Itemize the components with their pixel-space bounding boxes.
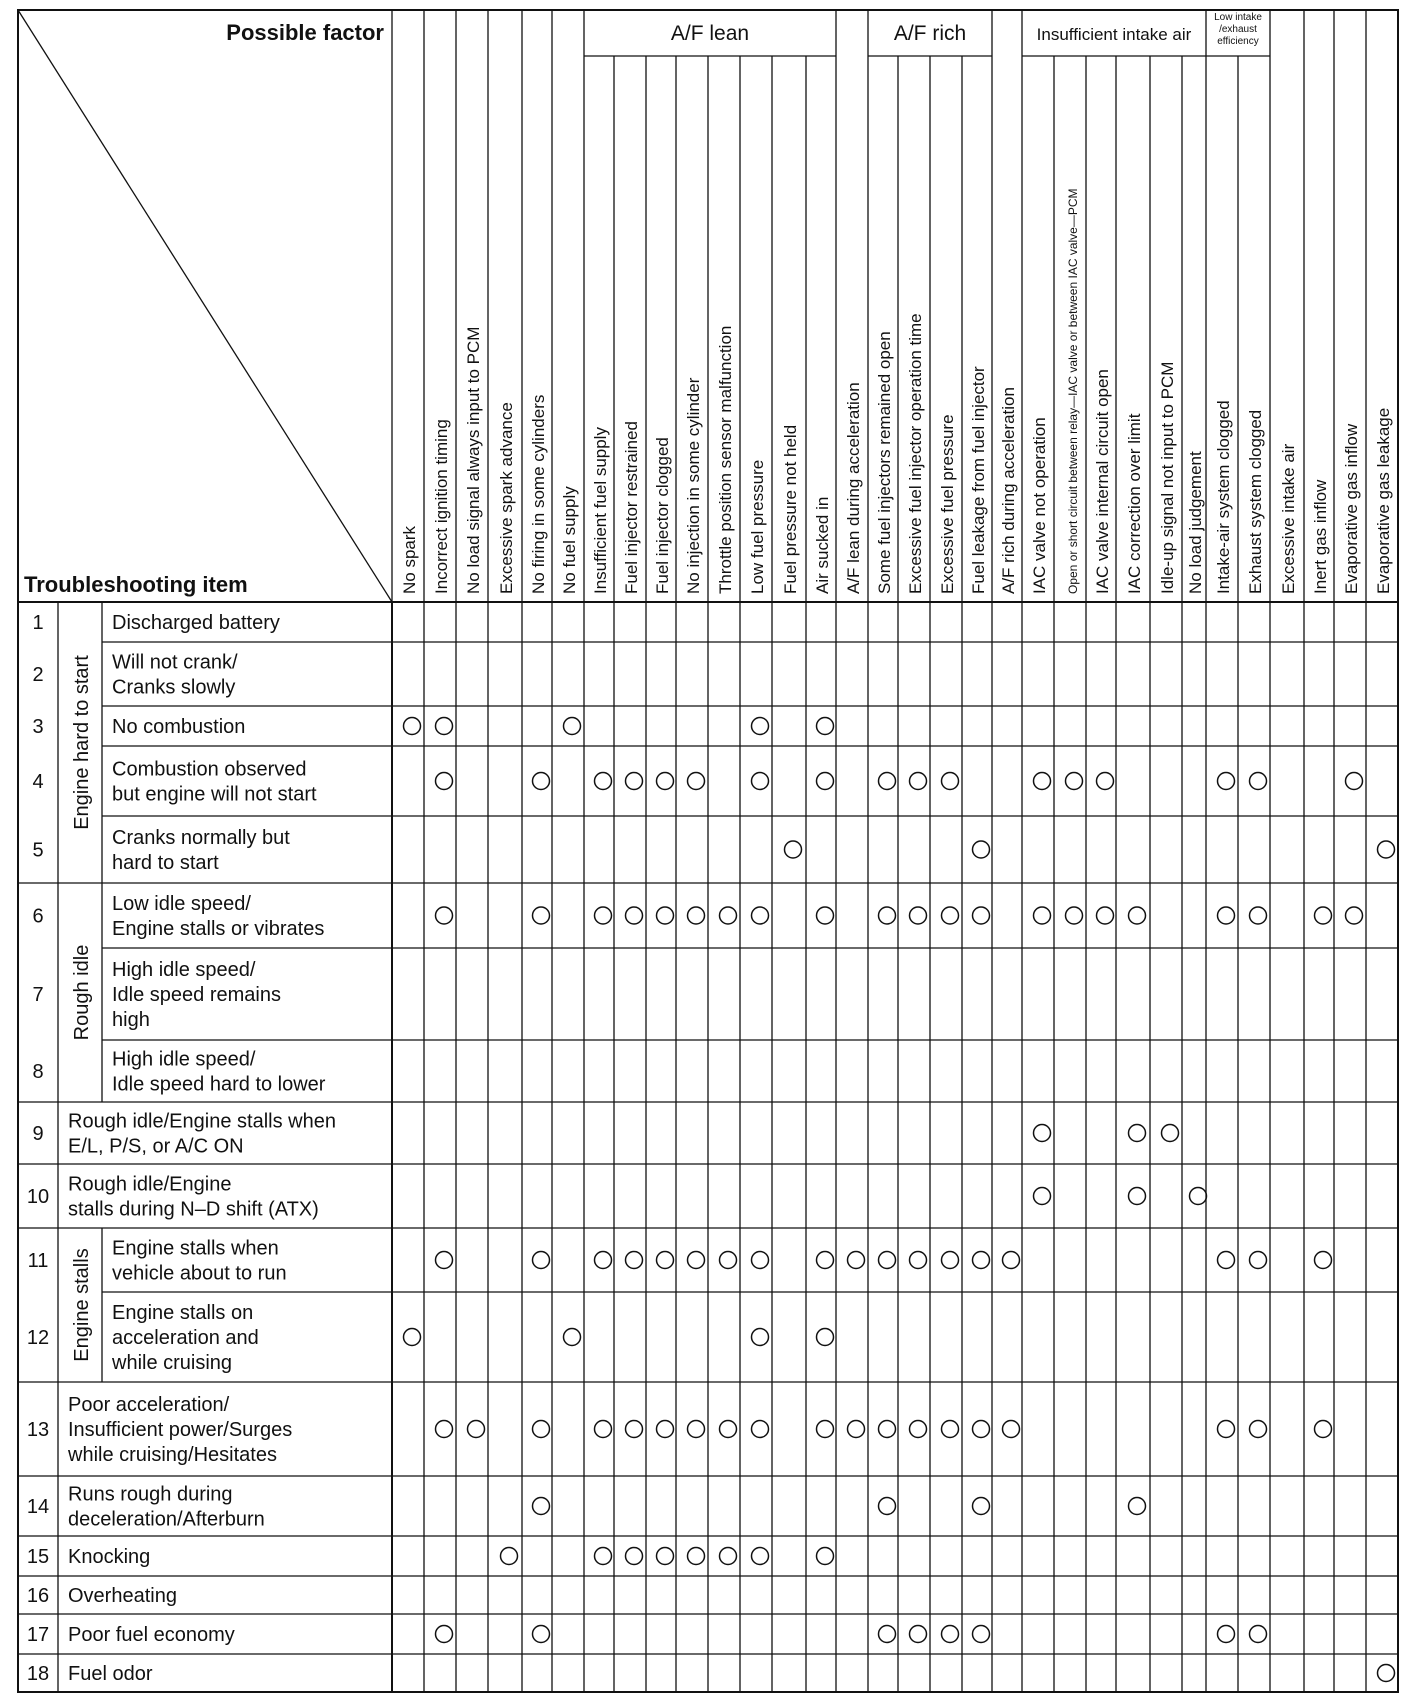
factor-label: Low fuel pressure: [748, 459, 767, 594]
factor-label: Excessive fuel pressure: [938, 414, 957, 594]
item-description-line: while cruising: [112, 1352, 233, 1374]
item-description-line: Engine stalls or vibrates: [112, 918, 325, 940]
factor-mark-circle: [564, 718, 581, 735]
factor-mark-circle: [1315, 1252, 1332, 1269]
factor-mark-circle: [1003, 1421, 1020, 1438]
factor-label: Insufficient fuel supply: [591, 427, 610, 594]
item-description-line: Cranks normally but: [112, 827, 290, 849]
factor-label: IAC correction over limit: [1125, 413, 1144, 594]
factor-mark-circle: [1218, 1421, 1235, 1438]
factor-mark-circle: [817, 907, 834, 924]
item-description-line: vehicle about to run: [112, 1262, 287, 1285]
factor-label: A/F rich during acceleration: [999, 387, 1018, 594]
factor-label: Inert gas inflow: [1311, 479, 1330, 594]
group-label: A/F lean: [670, 22, 750, 45]
factor-label: No fuel supply: [560, 486, 579, 594]
factor-mark-circle: [595, 1421, 612, 1438]
factor-mark-circle: [720, 1421, 737, 1438]
possible-factor-heading: Possible factor: [226, 20, 384, 45]
item-description-line: High idle speed/: [112, 959, 256, 981]
item-description-line: Engine stalls when: [112, 1237, 279, 1260]
item-description-line: Discharged battery: [112, 612, 280, 634]
factor-mark-circle: [404, 1329, 421, 1346]
item-description-line: E/L, P/S, or A/C ON: [68, 1135, 244, 1158]
factor-mark-circle: [1162, 1125, 1179, 1142]
item-description: [68, 1585, 177, 1607]
factor-mark-circle: [1250, 1421, 1267, 1438]
item-number: 18: [26, 1663, 50, 1685]
factor-mark-circle: [752, 718, 769, 735]
group-label: [1214, 12, 1262, 47]
item-description-line: Idle speed hard to lower: [112, 1073, 326, 1096]
factor-mark-circle: [1190, 1188, 1207, 1205]
factor-mark-circle: [752, 1329, 769, 1346]
factor-label: No injection in some cylinder: [684, 377, 703, 594]
factor-label: No load judgement: [1186, 451, 1205, 594]
factor-label: Air sucked in: [813, 496, 832, 594]
factor-mark-circle: [595, 1252, 612, 1269]
item-description: [112, 716, 245, 738]
factor-label: Fuel injector restrained: [622, 421, 641, 594]
factor-mark-circle: [910, 907, 927, 924]
factor-mark-circle: [942, 773, 959, 790]
factor-mark-circle: [973, 907, 990, 924]
factor-mark-circle: [879, 1421, 896, 1438]
factor-mark-circle: [973, 1252, 990, 1269]
factor-mark-circle: [973, 841, 990, 858]
factor-mark-circle: [533, 1252, 550, 1269]
factor-mark-circle: [942, 1252, 959, 1269]
factor-mark-circle: [910, 1252, 927, 1269]
factor-mark-circle: [1250, 907, 1267, 924]
item-description: [68, 1174, 319, 1221]
factor-label: Fuel leakage from fuel injector: [969, 366, 988, 594]
factor-mark-circle: [1097, 907, 1114, 924]
factor-mark-circle: [720, 1252, 737, 1269]
factor-mark-circle: [468, 1421, 485, 1438]
item-description-line: Combustion observed: [112, 758, 307, 781]
factor-mark-circle: [436, 718, 453, 735]
item-description-line: Cranks slowly: [112, 676, 236, 699]
item-description: [112, 827, 290, 874]
item-description: [68, 1111, 336, 1158]
item-description-line: Poor fuel economy: [68, 1624, 235, 1646]
corner-diagonal: [18, 10, 392, 602]
item-number: 1: [32, 612, 44, 634]
troubleshooting-item-heading: Troubleshooting item: [24, 572, 248, 597]
item-description: [112, 1238, 287, 1285]
group-label-line: efficiency: [1217, 36, 1259, 47]
item-number: 2: [32, 664, 44, 686]
item-description-line: but engine will not start: [112, 783, 317, 806]
factor-label: Throttle position sensor malfunction: [716, 325, 735, 594]
factor-mark-circle: [1097, 773, 1114, 790]
factor-mark-circle: [501, 1548, 518, 1565]
factor-label: Intake-air system clogged: [1214, 400, 1233, 594]
factor-mark-circle: [1034, 907, 1051, 924]
factor-mark-circle: [752, 1548, 769, 1565]
factor-mark-circle: [785, 841, 802, 858]
item-description-line: hard to start: [112, 852, 219, 874]
item-number: 5: [32, 839, 44, 862]
factor-mark-circle: [973, 1626, 990, 1643]
factor-mark-circle: [817, 1548, 834, 1565]
factor-mark-circle: [942, 907, 959, 924]
factor-mark-circle: [626, 1421, 643, 1438]
factor-mark-circle: [879, 1498, 896, 1515]
item-description: [68, 1484, 265, 1531]
factor-label: Some fuel injectors remained open: [875, 331, 894, 594]
factor-label: Incorrect ignition timing: [432, 419, 451, 594]
item-description-line: Rough idle/Engine: [68, 1173, 232, 1196]
factor-label: Evaporative gas leakage: [1374, 407, 1393, 594]
factor-mark-circle: [1378, 841, 1395, 858]
item-number: 3: [32, 716, 44, 738]
factor-mark-circle: [533, 1421, 550, 1438]
factor-mark-circle: [879, 773, 896, 790]
factor-mark-circle: [688, 1252, 705, 1269]
factor-mark-circle: [973, 1498, 990, 1515]
factor-label: No spark: [400, 525, 419, 594]
item-description-line: Low idle speed/: [112, 893, 251, 915]
factor-mark-circle: [1034, 1125, 1051, 1142]
factor-mark-circle: [1218, 1626, 1235, 1643]
factor-label: IAC valve not operation: [1030, 417, 1049, 594]
item-description-line: deceleration/Afterburn: [68, 1508, 265, 1531]
factor-mark-circle: [942, 1626, 959, 1643]
factor-mark-circle: [910, 773, 927, 790]
factor-mark-circle: [1378, 1665, 1395, 1682]
factor-label: Fuel pressure not held: [781, 424, 800, 594]
item-description: [68, 1663, 153, 1685]
factor-mark-circle: [626, 907, 643, 924]
factor-mark-circle: [1315, 1421, 1332, 1438]
factor-mark-circle: [879, 907, 896, 924]
factor-mark-circle: [1129, 1188, 1146, 1205]
factor-mark-circle: [533, 773, 550, 790]
item-number: 14: [26, 1496, 50, 1518]
item-number: 9: [32, 1123, 44, 1145]
factor-label: No load signal always input to PCM: [464, 326, 483, 594]
item-number: 6: [32, 905, 44, 928]
item-number: 7: [32, 984, 44, 1006]
factor-mark-circle: [942, 1421, 959, 1438]
factor-label: Excessive spark advance: [497, 402, 516, 594]
factor-mark-circle: [720, 907, 737, 924]
factor-mark-circle: [595, 907, 612, 924]
item-description-line: Insufficient power/Surges: [68, 1419, 293, 1441]
item-description-line: High idle speed/: [112, 1048, 256, 1071]
item-number: 13: [26, 1419, 50, 1441]
factor-mark-circle: [973, 1421, 990, 1438]
factor-mark-circle: [1218, 907, 1235, 924]
factor-mark-circle: [1346, 773, 1363, 790]
item-description-line: Overheating: [68, 1585, 177, 1607]
item-description: [112, 652, 238, 699]
factor-mark-circle: [1129, 1498, 1146, 1515]
factor-mark-circle: [817, 1252, 834, 1269]
item-description-line: while cruising/Hesitates: [68, 1444, 277, 1466]
item-description-line: Will not crank/: [112, 651, 238, 674]
factor-mark-circle: [720, 1548, 737, 1565]
factor-mark-circle: [657, 773, 674, 790]
factor-mark-circle: [688, 773, 705, 790]
factor-mark-circle: [1034, 773, 1051, 790]
factor-mark-circle: [1003, 1252, 1020, 1269]
factor-mark-circle: [1250, 1626, 1267, 1643]
factor-label: Idle-up signal not input to PCM: [1158, 361, 1177, 594]
factor-mark-circle: [752, 1252, 769, 1269]
item-description-line: Fuel odor: [68, 1663, 153, 1685]
factor-mark-circle: [879, 1252, 896, 1269]
group-label-line: /exhaust: [1219, 24, 1257, 35]
category-label: Engine hard to start: [71, 655, 93, 830]
item-description: [112, 759, 317, 806]
factor-mark-circle: [848, 1252, 865, 1269]
item-description-line: Runs rough during: [68, 1483, 233, 1506]
item-description-line: Rough idle/Engine stalls when: [68, 1110, 336, 1133]
factor-mark-circle: [595, 773, 612, 790]
item-description: [68, 1546, 150, 1568]
factor-mark-circle: [436, 1626, 453, 1643]
item-number: 10: [26, 1186, 50, 1208]
factor-mark-circle: [404, 718, 421, 735]
factor-mark-circle: [752, 907, 769, 924]
factor-mark-circle: [688, 907, 705, 924]
factor-mark-circle: [657, 1548, 674, 1565]
factor-mark-circle: [533, 907, 550, 924]
item-number: 15: [26, 1546, 50, 1568]
item-description-line: Poor acceleration/: [68, 1394, 230, 1416]
factor-mark-circle: [910, 1421, 927, 1438]
item-description: [68, 1624, 235, 1646]
factor-label: Open or short circuit between relay—IAC valve or between IAC valve—PCM: [1066, 188, 1080, 594]
item-description-line: No combustion: [112, 716, 246, 738]
item-number: 4: [32, 771, 44, 793]
category-label: Engine stalls: [71, 1248, 93, 1362]
factor-mark-circle: [817, 718, 834, 735]
factor-mark-circle: [533, 1626, 550, 1643]
item-description: [112, 959, 281, 1031]
factor-mark-circle: [1129, 907, 1146, 924]
factor-mark-circle: [817, 1329, 834, 1346]
factor-mark-circle: [564, 1329, 581, 1346]
item-description: [111, 1302, 259, 1374]
item-number: 11: [27, 1250, 49, 1272]
item-description-line: Knocking: [68, 1546, 151, 1568]
item-description-line: stalls during N–D shift (ATX): [68, 1198, 319, 1221]
factor-mark-circle: [1218, 773, 1235, 790]
category-label: Rough idle: [71, 944, 93, 1041]
factor-mark-circle: [436, 773, 453, 790]
factor-mark-circle: [626, 1252, 643, 1269]
item-description-line: Idle speed remains: [112, 984, 281, 1006]
item-number: 8: [32, 1061, 44, 1083]
factor-mark-circle: [910, 1626, 927, 1643]
factor-mark-circle: [657, 907, 674, 924]
group-label: A/F rich: [893, 22, 967, 45]
factor-mark-circle: [657, 1421, 674, 1438]
item-number: 17: [26, 1624, 50, 1646]
factor-mark-circle: [688, 1421, 705, 1438]
factor-mark-circle: [1346, 907, 1363, 924]
factor-mark-circle: [1066, 907, 1083, 924]
factor-mark-circle: [657, 1252, 674, 1269]
factor-mark-circle: [1066, 773, 1083, 790]
factor-label: Excessive fuel injector operation time: [906, 313, 925, 594]
factor-mark-circle: [1034, 1188, 1051, 1205]
factor-mark-circle: [436, 907, 453, 924]
factor-label: Evaporative gas inflow: [1342, 423, 1361, 594]
factor-label: A/F lean during acceleration: [844, 382, 863, 594]
factor-label: Fuel injector clogged: [653, 437, 672, 594]
factor-mark-circle: [817, 1421, 834, 1438]
factor-label: Exhaust system clogged: [1246, 409, 1265, 594]
factor-mark-circle: [533, 1498, 550, 1515]
item-description-line: acceleration and: [112, 1327, 259, 1349]
factor-mark-circle: [626, 773, 643, 790]
factor-mark-circle: [436, 1252, 453, 1269]
item-description: [112, 612, 280, 634]
item-description-line: Engine stalls on: [112, 1302, 254, 1324]
item-number: 16: [26, 1585, 50, 1607]
factor-mark-circle: [752, 773, 769, 790]
factor-mark-circle: [817, 773, 834, 790]
item-description: [112, 1049, 326, 1096]
factor-mark-circle: [848, 1421, 865, 1438]
factor-mark-circle: [1315, 907, 1332, 924]
factor-mark-circle: [752, 1421, 769, 1438]
group-label-line: Low intake: [1214, 12, 1262, 23]
factor-mark-circle: [1129, 1125, 1146, 1142]
factor-mark-circle: [1218, 1252, 1235, 1269]
group-label: Insufficient intake air: [1036, 25, 1192, 44]
item-description: [112, 893, 324, 940]
factor-mark-circle: [879, 1626, 896, 1643]
factor-label: Excessive intake air: [1279, 443, 1298, 594]
item-description-line: high: [112, 1009, 150, 1031]
item-description: [67, 1394, 292, 1466]
factor-mark-circle: [595, 1548, 612, 1565]
factor-label: IAC valve internal circuit open: [1093, 369, 1112, 594]
factor-mark-circle: [626, 1548, 643, 1565]
factor-mark-circle: [1250, 1252, 1267, 1269]
factor-mark-circle: [436, 1421, 453, 1438]
factor-mark-circle: [1250, 773, 1267, 790]
factor-mark-circle: [688, 1548, 705, 1565]
item-number: 12: [26, 1327, 50, 1349]
factor-label: No firing in some cylinders: [529, 394, 548, 594]
